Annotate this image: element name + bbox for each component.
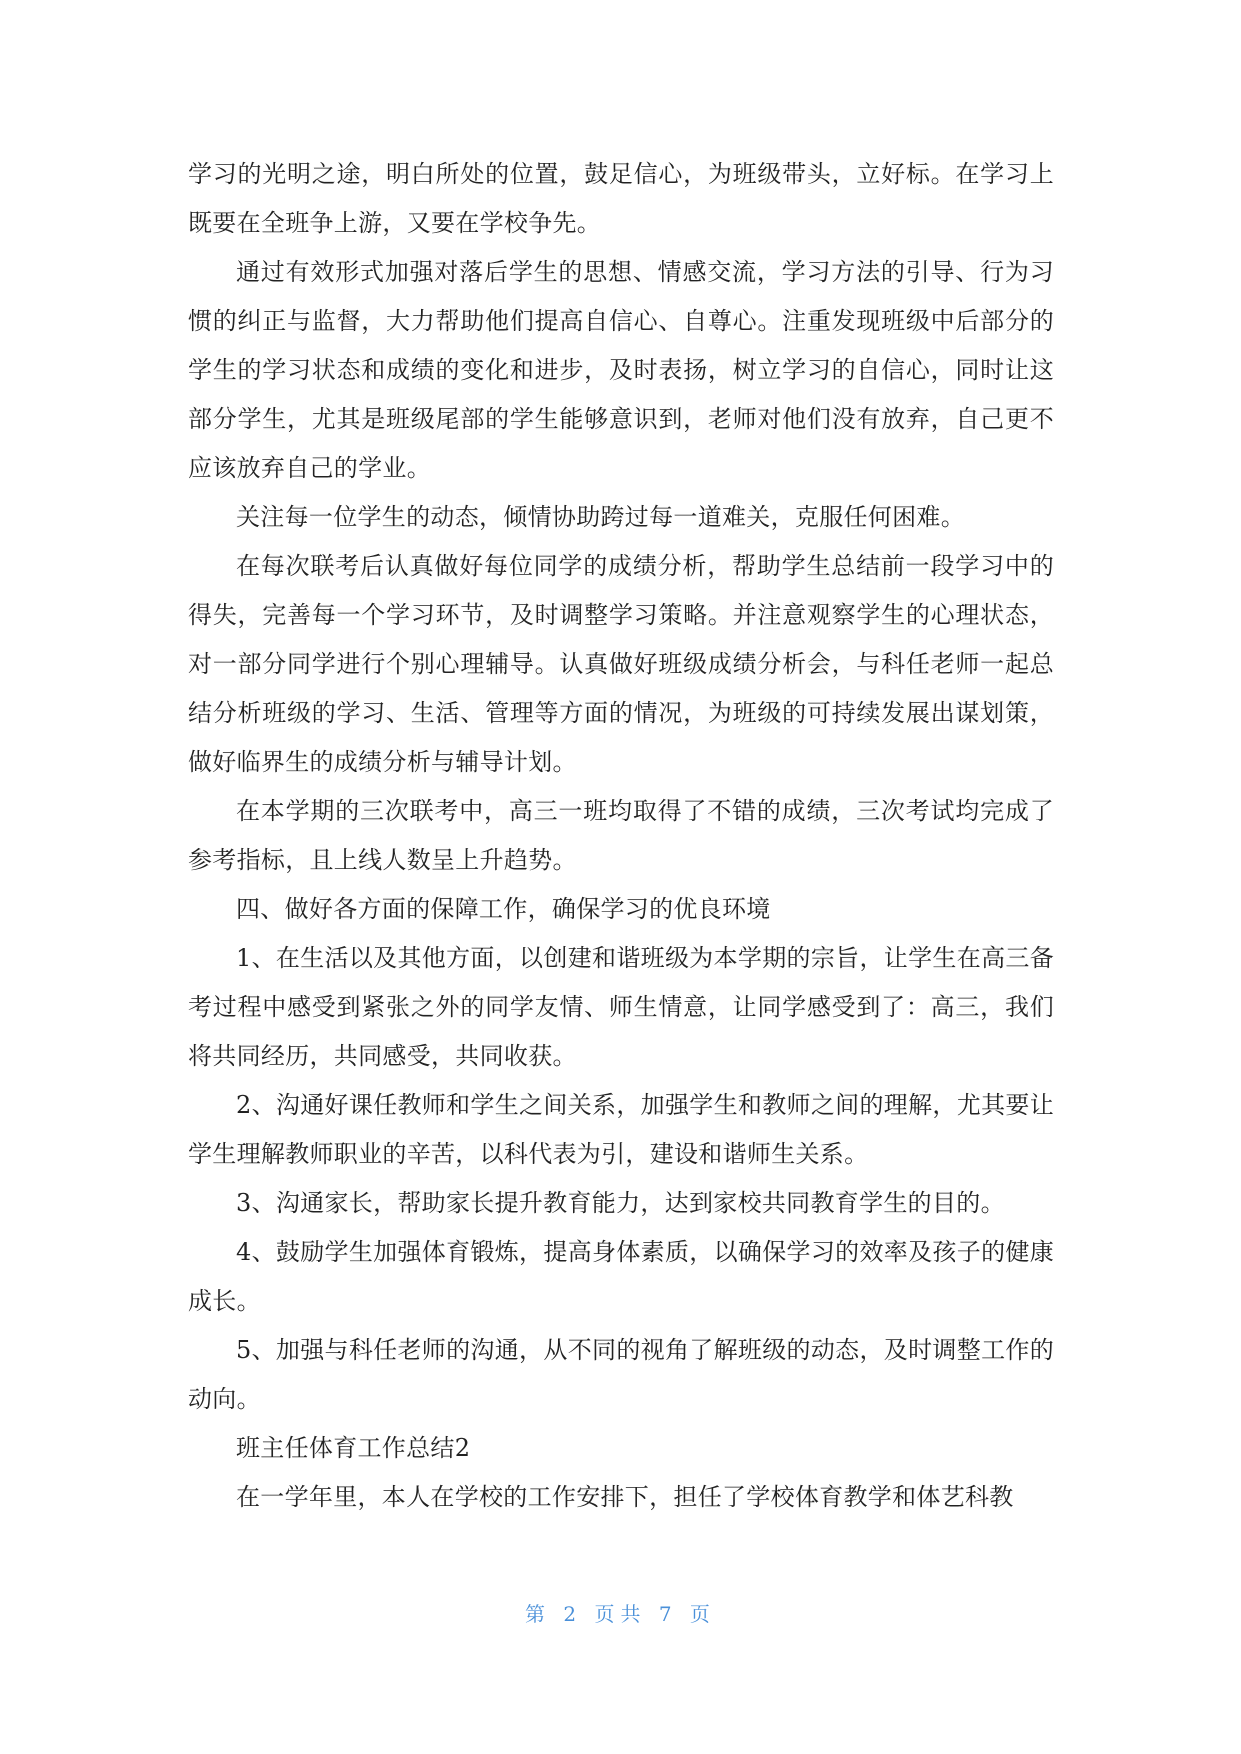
paragraph-2: 通过有效形式加强对落后学生的思想、情感交流，学习方法的引导、行为习惯的纠正与监督，大力帮助他们提高自信心、自尊心。注重发现班级中后部分的学生的学习状态和成绩的变化和进步，及时表扬，树立学习的自信心，同时让这部分学生，尤其是班级尾部的学生能够意识到，老师对他们没有放弃，自己更不应该放弃自己的学业。 bbox=[188, 258, 1054, 482]
list-item-3: 3、沟通家长，帮助家长提升教育能力，达到家校共同教育学生的目的。 bbox=[236, 1189, 1005, 1217]
article-title-2: 班主任体育工作总结2 bbox=[236, 1434, 471, 1462]
list-item-1: 1、在生活以及其他方面，以创建和谐班级为本学期的宗旨，让学生在高三备考过程中感受到紧张之外的同学友情、师生情意，让同学感受到了：高三，我们将共同经历，共同感受，共同收获。 bbox=[188, 944, 1054, 1070]
list-item-5: 5、加强与科任老师的沟通，从不同的视角了解班级的动态，及时调整工作的动向。 bbox=[188, 1336, 1054, 1413]
list-item-4: 4、鼓励学生加强体育锻炼，提高身体素质，以确保学习的效率及孩子的健康成长。 bbox=[188, 1238, 1054, 1315]
paragraph-1: 学习的光明之途，明白所处的位置，鼓足信心，为班级带头，立好标。在学习上既要在全班争上游，又要在学校争先。 bbox=[188, 160, 1054, 237]
paragraph-3: 关注每一位学生的动态，倾情协助跨过每一道难关，克服任何困难。 bbox=[236, 503, 965, 531]
page-number-footer: 第 2 页共 7 页 bbox=[525, 1602, 716, 1626]
document-body bbox=[188, 150, 1054, 1522]
list-item-2: 2、沟通好课任教师和学生之间关系，加强学生和教师之间的理解，尤其要让学生理解教师职业的辛苦，以科代表为引，建设和谐师生关系。 bbox=[188, 1091, 1054, 1168]
section-heading-4: 四、做好各方面的保障工作，确保学习的优良环境 bbox=[236, 895, 771, 923]
paragraph-4: 在每次联考后认真做好每位同学的成绩分析，帮助学生总结前一段学习中的得失，完善每一个学习环节，及时调整学习策略。并注意观察学生的心理状态，对一部分同学进行个别心理辅导。认真做好班级成绩分析会，与科任老师一起总结分析班级的学习、生活、管理等方面的情况，为班级的可持续发展出谋划策，做好临界生的成绩分析与辅导计划。 bbox=[188, 552, 1054, 776]
paragraph-5: 在本学期的三次联考中，高三一班均取得了不错的成绩，三次考试均完成了参考指标，且上线人数呈上升趋势。 bbox=[188, 797, 1054, 874]
paragraph-6: 在一学年里，本人在学校的工作安排下，担任了学校体育教学和体艺科教 bbox=[236, 1483, 1014, 1511]
